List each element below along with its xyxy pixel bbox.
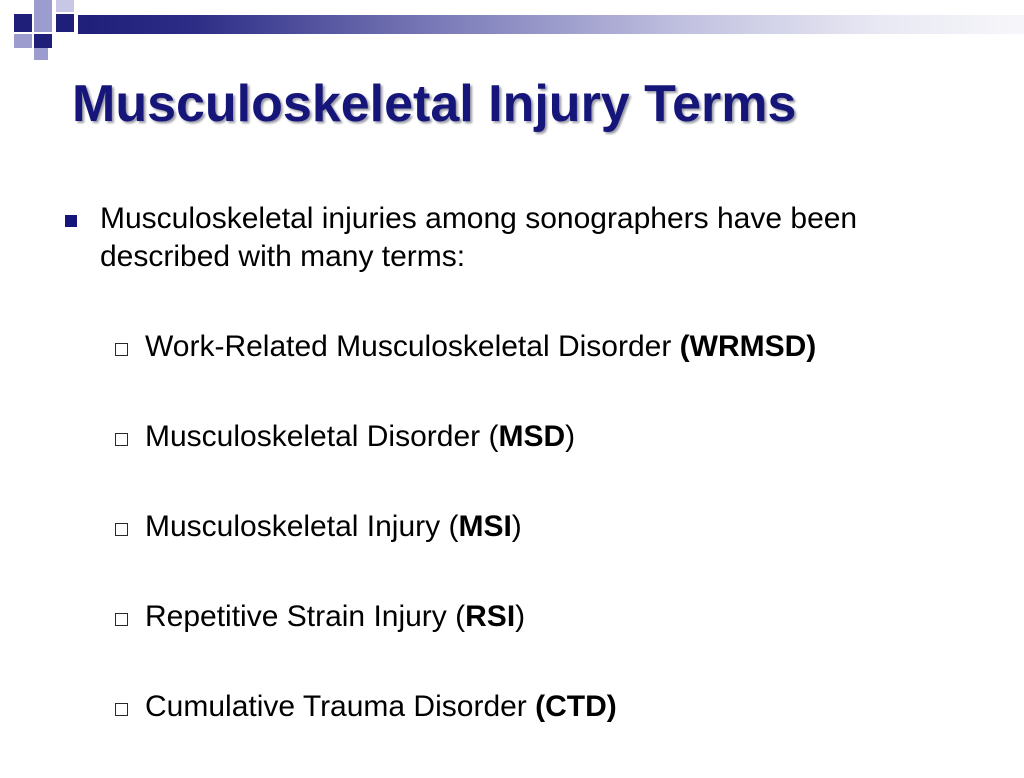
term-item-msd (115, 418, 816, 508)
hollow-square-bullet-icon (115, 343, 128, 356)
term-prefix: Musculoskeletal Injury ( (145, 510, 459, 543)
slide-title: Musculoskeletal Injury Terms (72, 75, 797, 133)
corner-square-navy-1 (14, 14, 32, 32)
term-abbreviation: RSI (465, 600, 516, 633)
term-suffix: ) (511, 510, 522, 543)
corner-square-navy-3 (34, 34, 52, 48)
term-text (145, 688, 617, 726)
term-prefix: Cumulative Trauma Disorder (145, 690, 536, 723)
term-prefix: Musculoskeletal Disorder ( (145, 420, 499, 453)
term-abbreviation: (CTD) (535, 690, 617, 723)
corner-square-navy-2 (56, 14, 74, 32)
term-abbreviation: (WRMSD) (679, 330, 817, 363)
term-abbreviation: MSD (498, 420, 566, 453)
intro-bullet (60, 200, 990, 276)
corner-square-pale-1 (56, 0, 74, 12)
term-text (145, 418, 575, 456)
term-suffix: ) (515, 600, 526, 633)
term-abbreviation: MSI (458, 510, 512, 543)
term-item-rsi (115, 598, 816, 688)
corner-square-lilac-4 (34, 48, 48, 60)
intro-bullet-text: Musculoskeletal injuries among sonographers have been described with many terms: (100, 202, 858, 273)
header-gradient-bar (78, 15, 1024, 34)
term-suffix: ) (565, 420, 576, 453)
term-item-msi (115, 508, 816, 598)
hollow-square-bullet-icon (115, 433, 128, 446)
corner-square-lilac-3 (14, 34, 32, 48)
term-text (145, 328, 816, 366)
term-item-ctd (115, 688, 816, 778)
corner-square-lilac-1 (34, 0, 52, 14)
hollow-square-bullet-icon (115, 613, 128, 626)
filled-square-bullet-icon (65, 215, 77, 227)
hollow-square-bullet-icon (115, 523, 128, 536)
terms-list (115, 328, 816, 778)
hollow-square-bullet-icon (115, 703, 128, 716)
term-prefix: Work-Related Musculoskeletal Disorder (145, 330, 680, 363)
term-text (145, 598, 525, 636)
corner-square-lilac-2 (34, 14, 52, 32)
term-item-wrmsd (115, 328, 816, 418)
term-text (145, 508, 522, 546)
term-prefix: Repetitive Strain Injury ( (145, 600, 466, 633)
